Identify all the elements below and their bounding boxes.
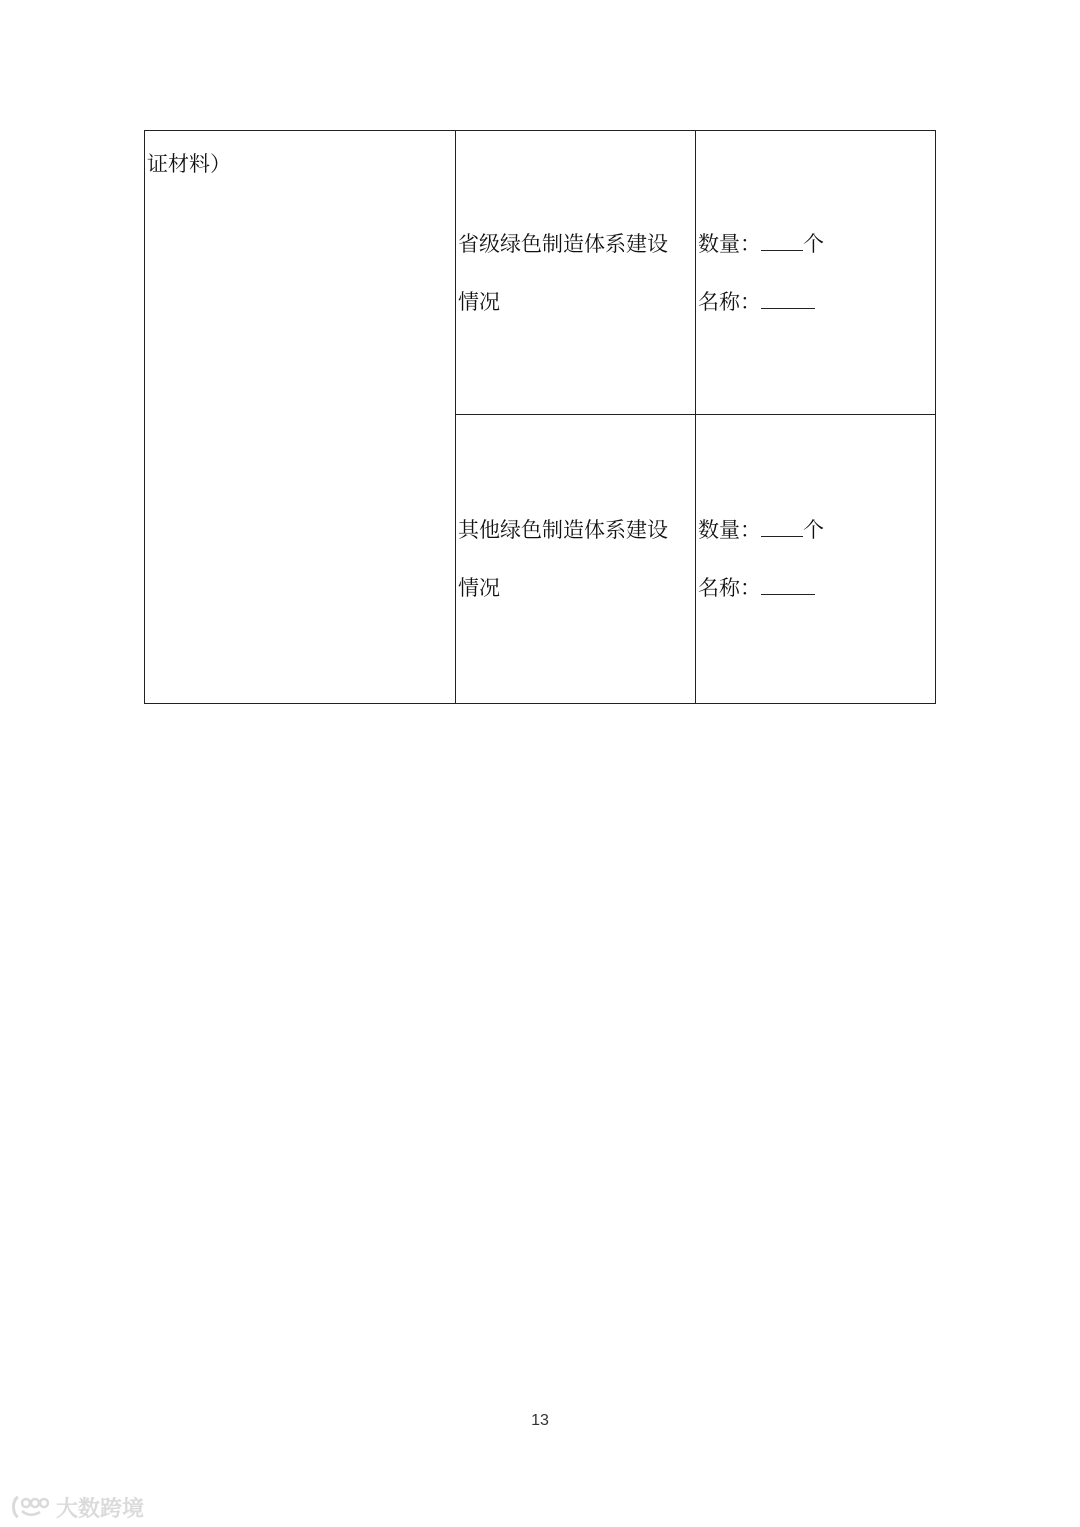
table-row: [145, 131, 936, 415]
item-label-line-1: 其他绿色制造体系建设: [458, 518, 668, 542]
watermark-text: 大数跨境: [56, 1496, 145, 1522]
count-line: [696, 215, 935, 273]
proof-material-cell: [145, 131, 456, 704]
item-label-line-1: 省级绿色制造体系建设: [458, 231, 668, 256]
brand-logo-icon: [10, 1494, 50, 1520]
name-line: [696, 273, 935, 331]
name-blank: [761, 574, 815, 595]
count-label: 数量：: [698, 231, 761, 256]
item-cell-other: [456, 415, 696, 704]
proof-material-text: 证材料）: [147, 152, 231, 176]
count-line: [696, 501, 935, 559]
count-unit: 个: [803, 231, 824, 256]
name-line: [696, 559, 935, 617]
name-label: 名称：: [698, 576, 761, 600]
page-number: 13: [531, 1412, 549, 1429]
count-blank: [761, 516, 803, 537]
item-cell-provincial: [456, 131, 696, 415]
item-label-line-2: 情况: [458, 289, 500, 314]
name-label: 名称：: [698, 289, 761, 314]
count-unit: 个: [803, 518, 824, 542]
count-label: 数量：: [698, 518, 761, 542]
form-table: [144, 130, 936, 704]
value-cell-other: [696, 415, 936, 704]
item-label-line-2: 情况: [458, 576, 500, 600]
value-cell-provincial: [696, 131, 936, 415]
count-blank: [761, 230, 803, 251]
watermark: [10, 1490, 144, 1524]
name-blank: [761, 288, 815, 309]
